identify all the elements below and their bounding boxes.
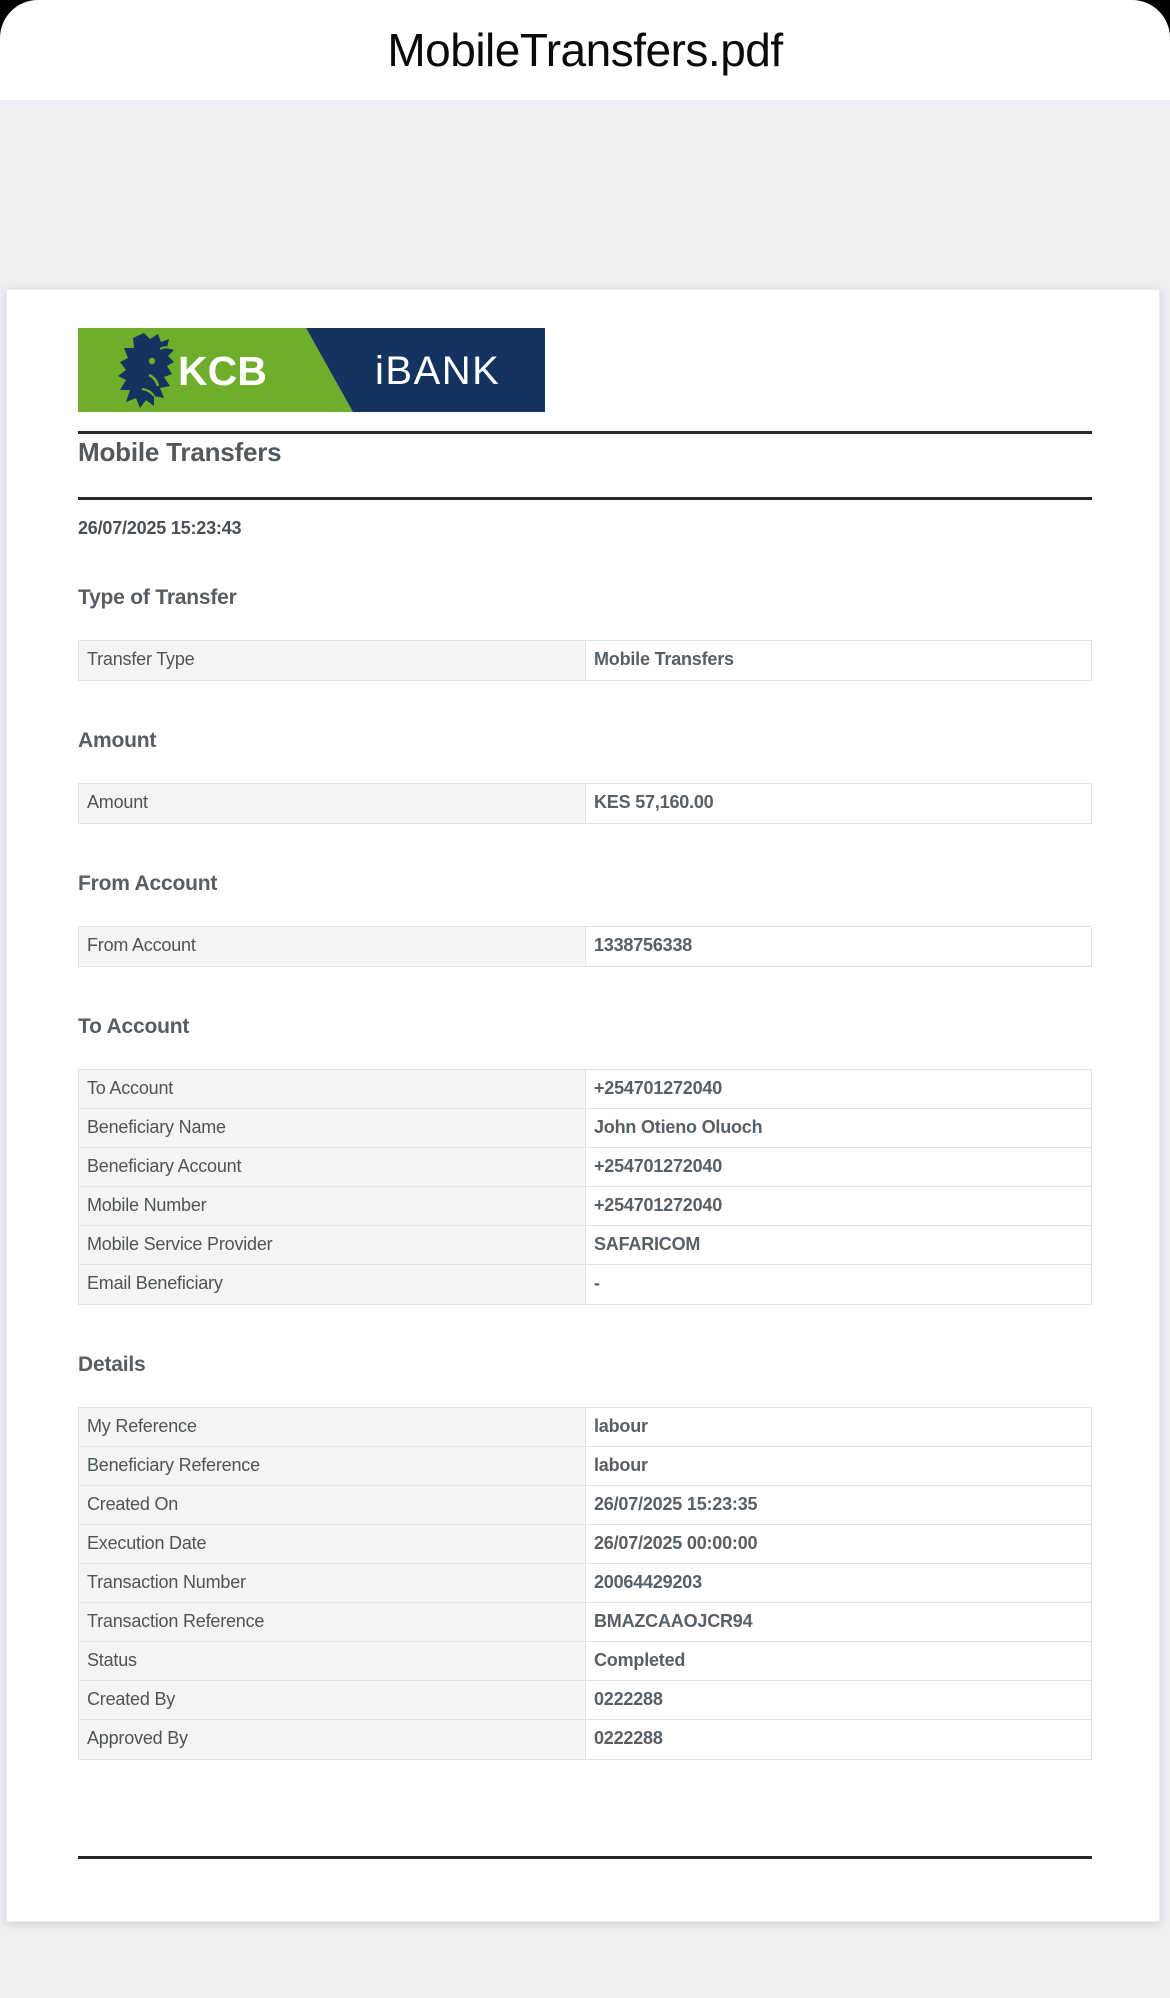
pdf-page[interactable] <box>6 289 1160 1922</box>
rule-under-title <box>78 497 1092 500</box>
table-row <box>79 1447 1091 1486</box>
row-value: labour <box>594 1455 648 1475</box>
section-heading: Type of Transfer <box>78 586 237 609</box>
row-label: Mobile Number <box>79 1187 586 1225</box>
table-row <box>79 1226 1091 1265</box>
table-row <box>79 1148 1091 1187</box>
table-row <box>79 1486 1091 1525</box>
table-row <box>79 1187 1091 1226</box>
table-row <box>79 1720 1091 1759</box>
table-row <box>79 1525 1091 1564</box>
section-table <box>78 926 1092 967</box>
row-label: Beneficiary Account <box>79 1148 586 1186</box>
section-table <box>78 640 1092 681</box>
table-row <box>79 1265 1091 1304</box>
row-label: Beneficiary Name <box>79 1109 586 1147</box>
row-label: Approved By <box>79 1720 586 1759</box>
row-label: Created By <box>79 1681 586 1719</box>
logo-ibank-text: iBANK <box>375 349 501 393</box>
row-value: John Otieno Oluoch <box>594 1117 763 1137</box>
table-row <box>79 1408 1091 1447</box>
section-table <box>78 1407 1092 1760</box>
row-value: BMAZCAAOJCR94 <box>594 1611 753 1631</box>
pdf-page-content <box>78 290 1092 1921</box>
kcb-ibank-logo-graphic <box>78 328 545 412</box>
pdf-viewer-background[interactable] <box>0 100 1170 1998</box>
row-value: +254701272040 <box>594 1195 723 1215</box>
row-value: +254701272040 <box>594 1078 723 1098</box>
row-label: Mobile Service Provider <box>79 1226 586 1264</box>
row-value: 0222288 <box>594 1689 663 1709</box>
row-label: Status <box>79 1642 586 1680</box>
table-row <box>79 1109 1091 1148</box>
row-label: Transaction Reference <box>79 1603 586 1641</box>
logo-kcb-text: KCB <box>178 348 267 394</box>
section-table <box>78 783 1092 824</box>
table-row <box>79 1681 1091 1720</box>
table-row <box>79 784 1091 823</box>
row-label: Created On <box>79 1486 586 1524</box>
row-value: 0222288 <box>594 1728 663 1748</box>
row-value: +254701272040 <box>594 1156 723 1176</box>
row-value: Completed <box>594 1650 686 1670</box>
kcb-ibank-logo <box>78 328 545 412</box>
section-heading: Details <box>78 1353 146 1376</box>
row-label: My Reference <box>79 1408 586 1446</box>
table-row <box>79 1070 1091 1109</box>
row-label: Email Beneficiary <box>79 1265 586 1304</box>
row-label: Beneficiary Reference <box>79 1447 586 1485</box>
pdf-preview-titlebar <box>0 0 1170 100</box>
rule-under-logo <box>78 431 1092 434</box>
row-label: Transaction Number <box>79 1564 586 1602</box>
row-value: 26/07/2025 00:00:00 <box>594 1533 758 1553</box>
row-label: To Account <box>79 1070 586 1108</box>
row-value: labour <box>594 1416 648 1436</box>
rule-footer <box>78 1856 1092 1859</box>
row-value: SAFARICOM <box>594 1234 701 1254</box>
document-generated-timestamp: 26/07/2025 15:23:43 <box>78 518 242 538</box>
row-value: - <box>594 1273 600 1293</box>
row-value: Mobile Transfers <box>594 649 734 669</box>
table-row <box>79 927 1091 966</box>
pdf-filename: MobileTransfers.pdf <box>387 24 783 76</box>
table-row <box>79 1603 1091 1642</box>
row-value: 20064429203 <box>594 1572 702 1592</box>
row-label: Amount <box>79 784 586 823</box>
section-heading: From Account <box>78 872 218 895</box>
row-value: 26/07/2025 15:23:35 <box>594 1494 758 1514</box>
row-label: Transfer Type <box>79 641 586 680</box>
section-heading: Amount <box>78 729 157 752</box>
row-value: KES 57,160.00 <box>594 792 714 812</box>
row-value: 1338756338 <box>594 935 693 955</box>
row-label: From Account <box>79 927 586 966</box>
table-row <box>79 641 1091 680</box>
row-label: Execution Date <box>79 1525 586 1563</box>
document-title: Mobile Transfers <box>78 437 282 467</box>
section-table <box>78 1069 1092 1305</box>
table-row <box>79 1564 1091 1603</box>
section-heading: To Account <box>78 1015 190 1038</box>
table-row <box>79 1642 1091 1681</box>
